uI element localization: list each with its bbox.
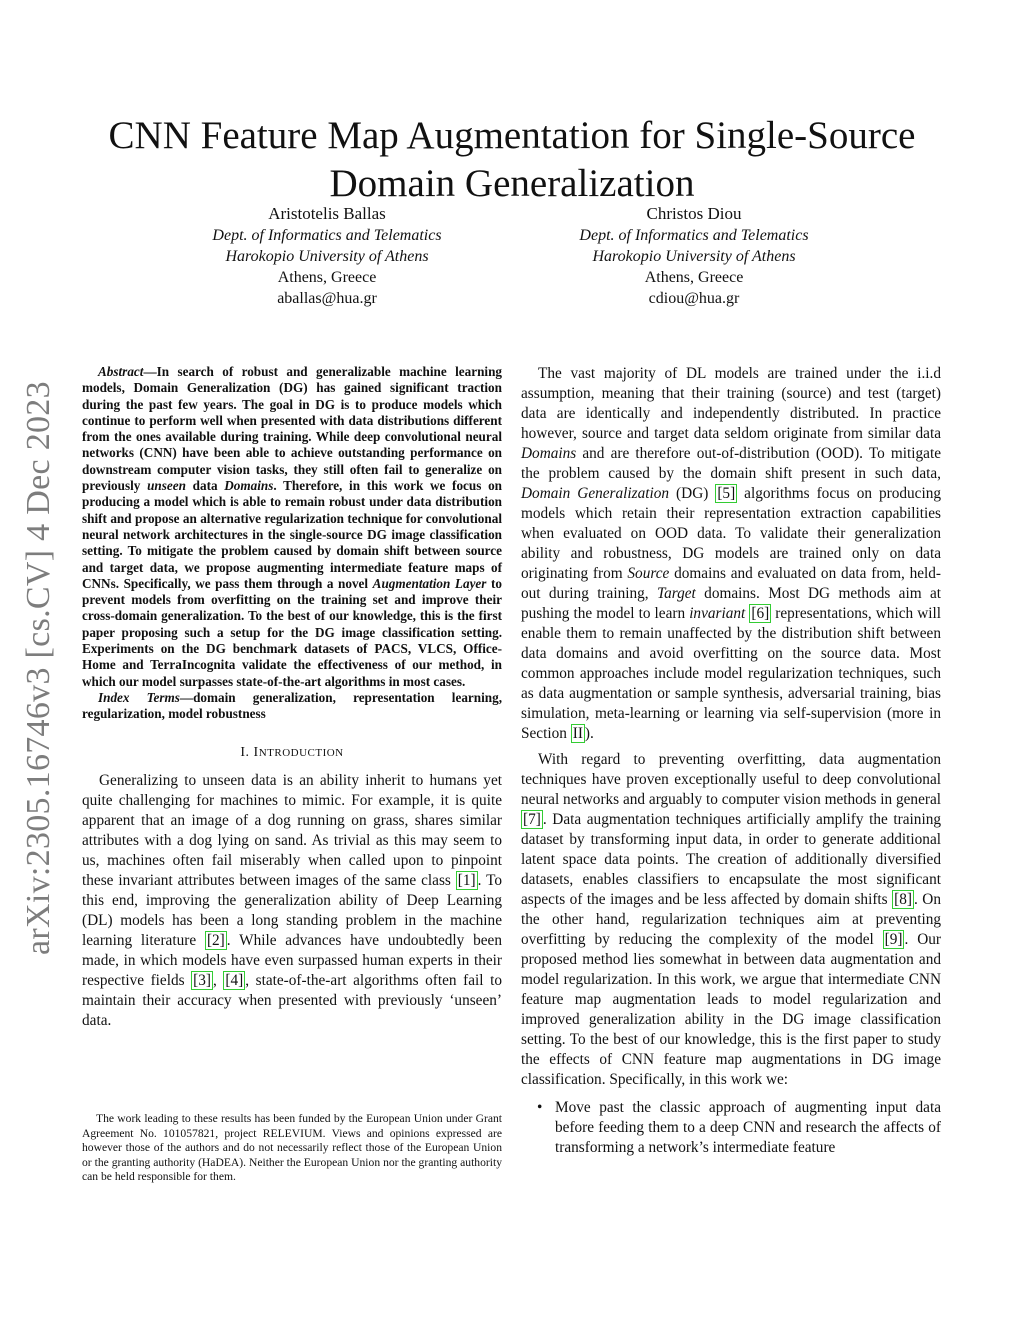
arxiv-identifier: arXiv:2305.16746v3 [cs.CV] 4 Dec 2023 (20, 381, 57, 955)
abstract-text: to prevent models from overfitting on the training set and improve their cross-domain generalization. To the best of our knowledge, this is the first paper proposing such a setup for the DG image classification setting. Experiments on the DG benchmark datasets of PACS, VLCS, Office-Home and TerraIncognita validate the effectiveness of our method, in which our model surpasses state-of-the-art algorithms in most cases. (82, 575, 502, 689)
section-heading-introduction (82, 745, 502, 761)
author-city: Athens, Greece (644, 269, 744, 286)
author-dept: Dept. of Informatics and Telematics (212, 227, 442, 244)
list-item-text: Move past the classic approach of augmenting input data before feeding them to a deep CNN and research the affects of transforming a network’s intermediate feature (555, 1099, 941, 1156)
section-numeral: I. (240, 744, 254, 760)
author-city: Athens, Greece (277, 269, 377, 286)
abstract-text: data (185, 478, 225, 494)
section-initial: I (253, 744, 259, 760)
bullet-icon: • (537, 1099, 543, 1116)
right-column (521, 364, 941, 1158)
citation-link[interactable]: [9] (884, 931, 903, 948)
body-paragraph: With regard to preventing overfitting, data augmentation techniques have proven exceptionally useful to deep convolutional neural networks and arguably to computer vision methods in general [7] . Data augmentation techniques artificially amplify the training dataset by transforming input data, in order to generate additional latent space data points. The creation of additionally diversified datasets, enables classifiers to encapsulate the most significant aspects of the images and be less affected by domain shifts [8] . On the other hand, regularization techniques aim at preventing overfitting by reducing the complexity of the model [9] . Our proposed method lies somewhat in between data augmentation and model regularization. In this work, we argue that intermediate CNN feature map augmentation leads to model regularization and improved generalization ability in the DG image classification setting. To the best of our knowledge, this is the first paper to study the effects of CNN feature map augmentations in DG image classification. Specifically, in this work we: (521, 751, 941, 1088)
author-email[interactable]: aballas@hua.gr (277, 290, 377, 307)
author-email[interactable]: cdiou@hua.gr (648, 290, 740, 307)
funding-footnote: The work leading to these results has been funded by the European Union under Grant Agreement No. 101057821, project RELEVIUM. Views and opinions expressed are however those of the authors and do not necessarily reflect those of the European Union or the granting authority (HaDEA). Neither the European Union nor the granting authority can be held responsible for them. (82, 1112, 502, 1184)
author-university: Harokopio University of Athens (225, 248, 429, 265)
author-name: Christos Diou (646, 204, 742, 223)
abstract-emph: Domains (224, 478, 274, 494)
author-dept: Dept. of Informatics and Telematics (579, 227, 809, 244)
citation-link[interactable]: [4] (225, 971, 244, 989)
citation-link[interactable]: [3] (193, 971, 211, 989)
abstract (82, 364, 502, 690)
abstract-text: . Therefore, in this work we focus on producing a model which is able to remain robust under data distribution shift and propose an alternative regularization technique for convolutional neural network architectures in the single-source DG image classification setting. To mitigate the problem caused by domain shift between source and target data, we propose augmenting intermediate feature maps of CNNs. Specifically, we pass them through a novel (82, 478, 502, 591)
index-terms (82, 690, 502, 723)
abstract-lead: Abstract (98, 364, 144, 379)
left-column (82, 364, 502, 1031)
author-name: Aristotelis Ballas (268, 204, 386, 223)
abstract-text: —In search of robust and generalizable machine learning models, Domain Generalization (DG) has gained significant traction during the past few years. The goal in DG is to produce models which continue to perform well when presented with data distributions different from the ones available during training. While deep convolutional neural networks (CNN) have been able to achieve outstanding performance on downstream computer vision tasks, they still often fail to generalize on previously (82, 364, 502, 494)
author-block-2 (524, 203, 864, 309)
citation-link[interactable]: [5] (717, 485, 736, 502)
author-block-1 (157, 203, 497, 309)
intro-paragraph: Generalizing to unseen data is an ability inherit to humans yet quite challenging for machines to mimic. For example, it is quite apparent that an image of a dog running on grass, shares similar attributes with a dog lying on sand. As trivial as this may seem to us, machines often fail miserably when called upon to pinpoint these invariant attributes between images of the same class [1] . To this end, improving the generalization ability of Deep Learning (DL) models has been a long standing problem in the machine learning literature [2] . While advances have undoubtedly been made, in which models have even surpassed human experts in their respective fields [3] , [4] , state-of-the-art algorithms often fail to maintain their accuracy when presented with previously ‘unseen’ data. (82, 771, 503, 1029)
citation-link[interactable]: [7] (523, 811, 541, 828)
paper-title: CNN Feature Map Augmentation for Single-Source Domain Generalization (108, 114, 916, 206)
citation-link[interactable]: [8] (894, 891, 912, 908)
body-paragraph: The vast majority of DL models are trained under the i.i.d assumption, meaning that their training (source) and test (target) data are identically and independently distributed. In practice however, source and target data seldom originate from similar data Domains and are therefore out-of-distribution (OOD). To mitigate the problem caused by the domain shift present in such data, Domain Generalization (DG) [5] algorithms focus on producing models which retain their representation extraction capabilities when evaluated on OOD data. To validate their generalization ability and robustness, DG models are trained only on data originating from Source domains and evaluated on data from, held-out during training, Target domains. Most DG methods aim at pushing the model to learn invariant [6] representations, which will enable them to remain unaffected by the distribution shift between data domains and avoid overfitting on the source data. Most common approaches include model regularization techniques, such as data augmentation or sample synthesis, adversarial training, bias simulation, meta-learning or learning via self-supervision (more in Section II ). (521, 365, 942, 742)
author-university: Harokopio University of Athens (592, 248, 796, 265)
list-item (521, 1098, 941, 1158)
index-terms-lead: Index Terms (98, 689, 180, 705)
abstract-emph: unseen (147, 478, 186, 494)
citation-link[interactable]: [2] (206, 931, 225, 949)
contribution-list (521, 1098, 941, 1158)
index-terms-text: —domain generalization, representation learning, regularization, model robustness (82, 689, 502, 722)
section-link[interactable]: II (572, 725, 583, 742)
section-smallcaps: NTRODUCTION (258, 746, 344, 759)
abstract-emph: Augmentation Layer (372, 575, 487, 591)
citation-link[interactable]: [1] (457, 871, 476, 889)
citation-link[interactable]: [6] (751, 605, 770, 622)
